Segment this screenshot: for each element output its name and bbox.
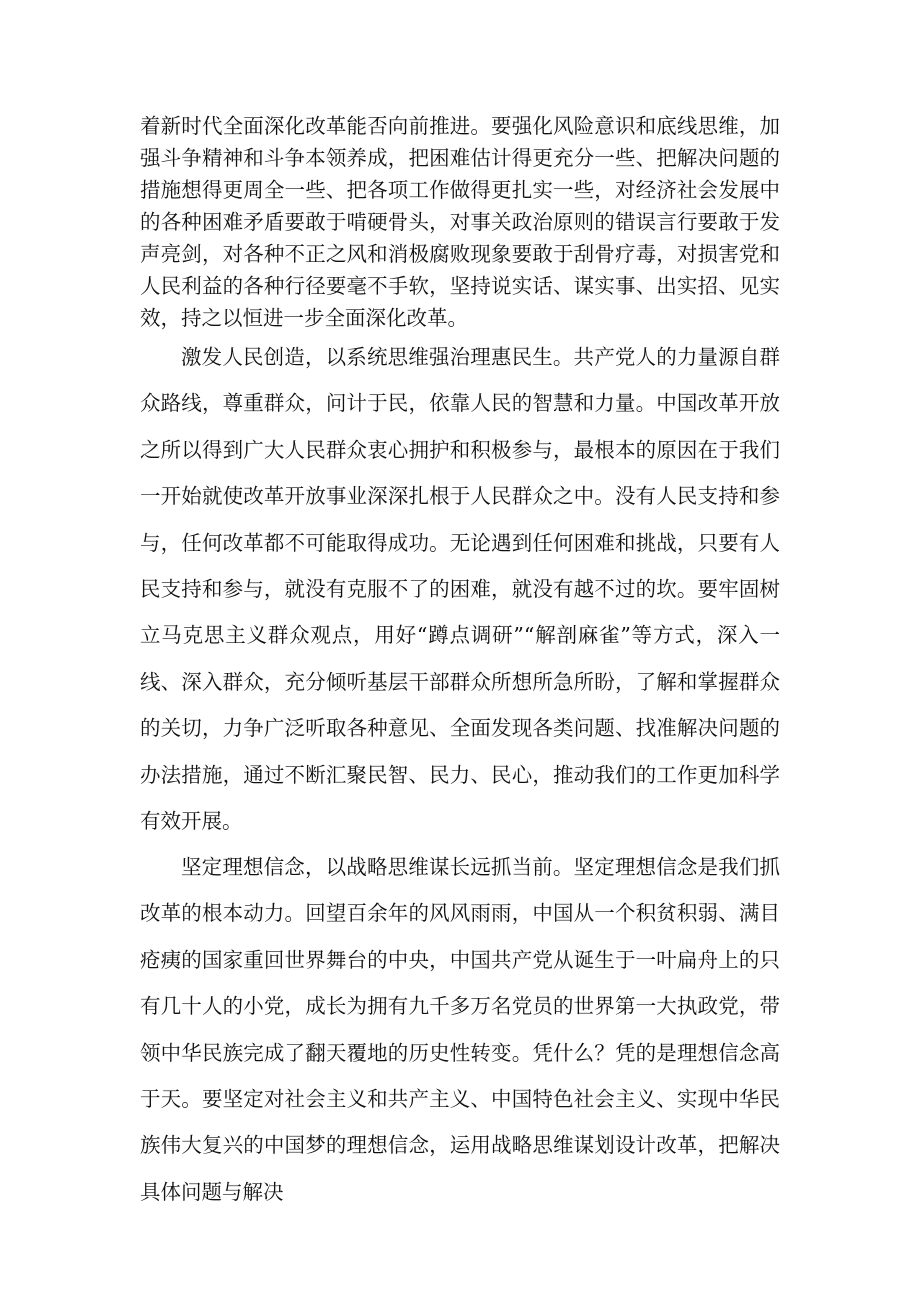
paragraph-continuation: 着新时代全面深化改革能否向前推进。要强化风险意识和底线思维，加强斗争精神和斗争本领养成，把困难估计得更充分一些、把解决问题的措施想得更周全一些、把各项工作做得更扎实一些，对经济社会发展中的各种困难矛盾要敢于啃硬骨头，对事关政治原则的错误言行要敢于发声亮剑，对各种不正之风和消极腐败现象要敢于刮骨疗毒，对损害党和人民利益的各种行径要毫不手软，坚持说实话、谋实事、出实招、见实效，持之以恒进一步全面深化改革。	[140, 114, 780, 330]
paragraph-people-creativity: 激发人民创造，以系统思维强治理惠民生。共产党人的力量源自群众路线，尊重群众，问计于民，依靠人民的智慧和力量。中国改革开放之所以得到广大人民群众衷心拥护和积极参与，最根本的原因在于我们一开始就使改革开放事业深深扎根于人民群众之中。没有人民支持和参与，任何改革都不可能取得成功。无论遇到任何困难和挑战，只要有人民支持和参与，就没有克服不了的困难，就没有越不过的坎。要牢固树立马克思主义群众观点，用好“蹲点调研”“解剖麻雀”等方式，深入一线、深入群众，充分倾听基层干部群众所想所急所盼，了解和掌握群众的关切，力争广泛听取各种意见、全面发现各类问题、找准解决问题的办法措施，通过不断汇聚民智、民力、民心，推动我们的工作更加科学有效开展。	[140, 345, 780, 834]
paragraph-ideals-beliefs: 坚定理想信念，以战略思维谋长远抓当前。坚定理想信念是我们抓改革的根本动力。回望百余年的风风雨雨，中国从一个积贫积弱、满目疮痍的国家重回世界舞台的中央，中国共产党从诞生于一叶扁舟上的只有几十人的小党，成长为拥有九千多万名党员的世界第一大执政党，带领中华民族完成了翻天覆地的历史性转变。凭什么？凭的是理想信念高于天。要坚定对社会主义和共产主义、中国特色社会主义、实现中华民族伟大复兴的中国梦的理想信念，运用战略思维谋划设计改革，把解决具体问题与解决	[140, 855, 780, 1204]
